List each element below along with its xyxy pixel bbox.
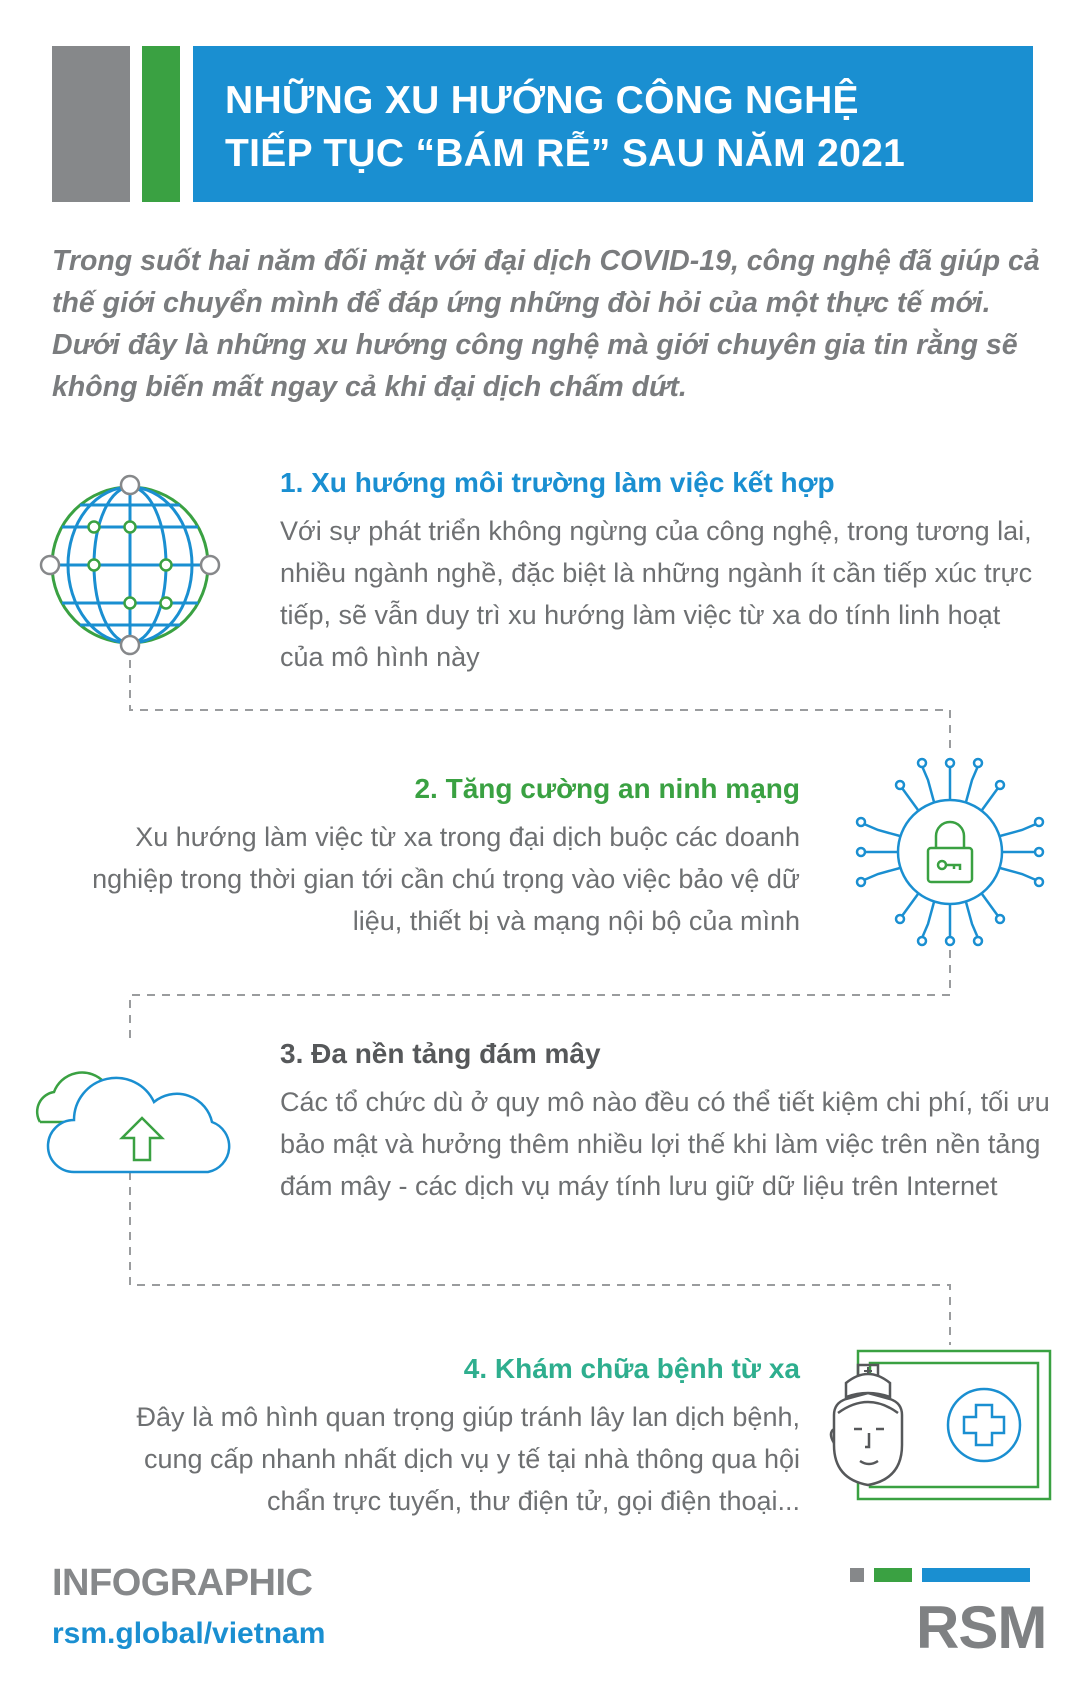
section-1-title: 1. Xu hướng môi trường làm việc kết hợp xyxy=(280,467,835,498)
footer-label: INFOGRAPHIC xyxy=(52,1562,313,1604)
section-2-body: Xu hướng làm việc từ xa trong đại dịch buộc các doanh nghiệp trong thời gian tới cần chú trọng vào việc bảo vệ dữ liệu, thiết bị và mạng nội bộ của mình xyxy=(92,822,800,936)
section-4-title: 4. Khám chữa bệnh từ xa xyxy=(463,1353,800,1384)
title-line-2: TIẾP TỤC “BÁM RỄ” SAU NĂM 2021 xyxy=(225,132,906,175)
padlock-circuit-icon xyxy=(850,752,1050,952)
globe-network-icon xyxy=(40,475,220,655)
rsm-logo-green-block xyxy=(874,1568,912,1582)
footer-url-link[interactable]: rsm.global/vietnam xyxy=(52,1617,326,1650)
section-2 xyxy=(80,772,800,942)
section-1-body: Với sự phát triển không ngừng của công nghệ, trong tương lai, nhiều ngành nghề, đặc biệt là những ngành ít cần tiếp xúc trực tiếp, sẽ vẫn duy trì xu hướng làm việc từ xa do tính linh hoạt của mô hình này xyxy=(280,516,1033,672)
section-2-title: 2. Tăng cường an ninh mạng xyxy=(414,773,800,804)
section-1 xyxy=(280,466,1050,678)
section-4-body: Đây là mô hình quan trọng giúp tránh lây lan dịch bệnh, cung cấp nhanh nhất dịch vụ y tế tại nhà thông qua hội chẩn trực tuyến, thư điện tử, gọi điện thoại... xyxy=(136,1402,800,1516)
section-3 xyxy=(280,1037,1050,1207)
section-3-body: Các tổ chức dù ở quy mô nào đều có thể tiết kiệm chi phí, tối ưu bảo mật và hưởng thêm nhiều lợi thế khi làm việc trên nền tảng đám mây - các dịch vụ máy tính lưu giữ dữ liệu trên Internet xyxy=(280,1087,1050,1201)
rsm-logo-text: RSM xyxy=(916,1594,1047,1661)
telemedicine-icon xyxy=(828,1345,1058,1505)
rsm-logo-gray-block xyxy=(850,1568,864,1582)
cloud-upload-icon xyxy=(34,1060,234,1190)
section-4 xyxy=(80,1352,800,1522)
intro-paragraph: Trong suốt hai năm đối mặt với đại dịch COVID-19, công nghệ đã giúp cả thế giới chuyển mình để đáp ứng những đòi hỏi của một thực tế mới. Dưới đây là những xu hướng công nghệ mà giới chuyên gia tin rằng sẽ không biến mất ngay cả khi đại dịch chấm dứt. xyxy=(52,245,1040,403)
rsm-logo-blue-block xyxy=(922,1568,1030,1582)
section-3-title: 3. Đa nền tảng đám mây xyxy=(280,1038,601,1069)
title-line-1: NHỮNG XU HƯỚNG CÔNG NGHỆ xyxy=(225,79,859,122)
